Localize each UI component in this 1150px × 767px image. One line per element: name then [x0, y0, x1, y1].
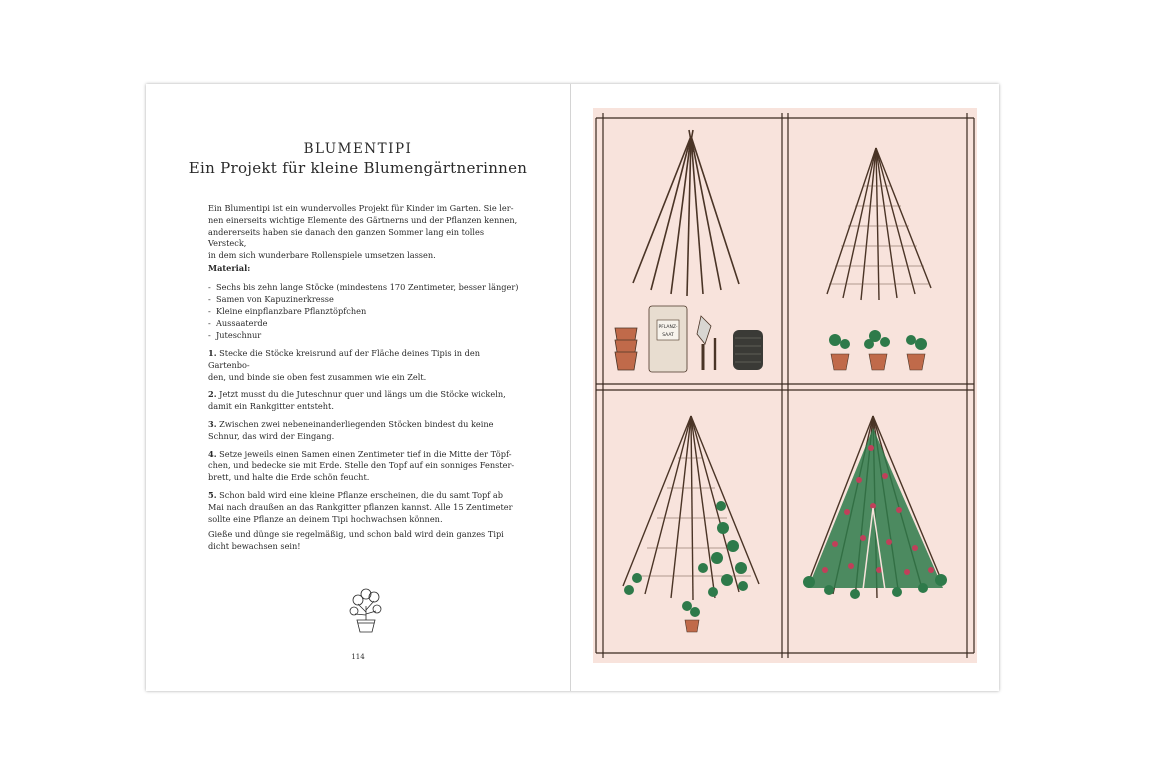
potted-plant-icon: [346, 584, 386, 634]
tipi-illustration: [593, 108, 977, 663]
step-number: 5.: [208, 489, 217, 500]
nasturtium-leaves-4: [803, 428, 947, 599]
seedling-pot: [864, 330, 890, 370]
tipi-sticks-1: [633, 130, 739, 296]
intro-line: in dem sich wunderbare Rollenspiele umsetzen lassen.: [208, 250, 436, 261]
outro-line: dicht bewachsen sein!: [208, 540, 301, 551]
intro-paragraph: [208, 203, 524, 262]
material-item: - Juteschnur: [208, 329, 524, 341]
step-line: Schnur, das wird der Eingang.: [208, 430, 335, 441]
step-4: [208, 449, 524, 484]
intro-line: nen einerseits wichtige Elemente des Gärtnerns und der Pflanzen kennen,: [208, 214, 518, 225]
step-line: den, und binde sie oben fest zusammen wie ein Zelt.: [208, 371, 427, 382]
page-subtitle: Ein Projekt für kleine Blumengärtnerinnen: [188, 159, 528, 177]
tipi-sticks-2: [827, 148, 931, 300]
panel-2-lattice-tipi: [827, 148, 931, 370]
step-5: [208, 490, 524, 525]
material-item: - Samen von Kapuzinerkresse: [208, 293, 524, 305]
step-2: [208, 389, 524, 413]
material-item: - Kleine einpflanzbare Pflanztöpfchen: [208, 305, 524, 317]
seedling-pot: [906, 335, 927, 370]
step-number: 3.: [208, 418, 217, 429]
step-1: [208, 348, 524, 383]
material-item: - Aussaaterde: [208, 317, 524, 329]
step-line: Jetzt musst du die Juteschnur quer und längs um die Stöcke wickeln,: [219, 389, 506, 400]
step-line: Zwischen zwei nebeneinanderliegenden Stöcken bindest du keine: [219, 418, 494, 429]
book-spread: [146, 84, 999, 691]
steps-list: [208, 348, 524, 531]
twine-lattice: [829, 186, 930, 284]
step-line: brett, und halte die Erde schön feucht.: [208, 472, 370, 483]
step-line: sollte eine Pflanze an deinem Tipi hochwachsen können.: [208, 513, 443, 524]
step-3: [208, 419, 524, 443]
panel-1-bare-tipi: [615, 130, 763, 372]
step-line: Stecke die Stöcke kreisrund auf der Fläche deines Tipis in den Gartenbo-: [208, 348, 480, 370]
seedling-pot: [829, 334, 850, 370]
seed-bag-icon: [649, 306, 687, 372]
seedling-pot-3: [682, 601, 700, 632]
step-number: 4.: [208, 448, 217, 459]
step-line: damit ein Rankgitter entsteht.: [208, 401, 334, 412]
panel-4-blooming-tipi: [803, 416, 947, 599]
intro-line: andererseits haben sie danach den ganzen Sommer lang ein tolles Versteck,: [208, 226, 485, 249]
material-item: - Sechs bis zehn lange Stöcke (mindestens 170 Zentimeter, besser länger): [208, 281, 524, 293]
twine-ball-icon: [733, 330, 763, 370]
trowel-icon: [697, 316, 715, 370]
illustration-panel: [593, 108, 977, 663]
page-number: 114: [351, 653, 365, 661]
intro-line: Ein Blumentipi ist ein wundervolles Projekt für Kinder im Garten. Sie ler-: [208, 203, 514, 213]
seed-bag-label: PFLANZ-: [658, 325, 678, 330]
step-line: Mai nach draußen an das Rankgitter pflanzen kannst. Alle 15 Zentimeter: [208, 501, 513, 512]
left-page: [146, 84, 570, 691]
step-line: chen, und bedecke sie mit Erde. Stelle den Topf auf ein sonniges Fenster-: [208, 460, 515, 471]
material-heading: Material:: [208, 263, 251, 273]
step-line: Setze jeweils einen Samen einen Zentimeter tief in die Mitte der Töpf-: [219, 448, 512, 459]
seed-bag-label: SAAT: [662, 333, 674, 338]
outro-paragraph: [208, 529, 524, 553]
step-number: 1.: [208, 348, 217, 358]
material-list: [208, 281, 524, 341]
seedling-pots-row: [829, 330, 927, 370]
panel-3-growing-tipi: [623, 416, 759, 632]
page-title: BLUMENTIPI: [303, 141, 413, 157]
step-line: Schon bald wird eine kleine Pflanze erscheinen, die du samt Topf ab: [219, 489, 504, 500]
outro-line: Gieße und dünge sie regelmäßig, und schon bald wird dein ganzes Tipi: [208, 529, 504, 539]
gutter-divider: [570, 84, 571, 691]
nasturtium-leaves-3: [624, 501, 748, 597]
step-number: 2.: [208, 389, 217, 400]
small-pots-icon: [615, 328, 637, 370]
